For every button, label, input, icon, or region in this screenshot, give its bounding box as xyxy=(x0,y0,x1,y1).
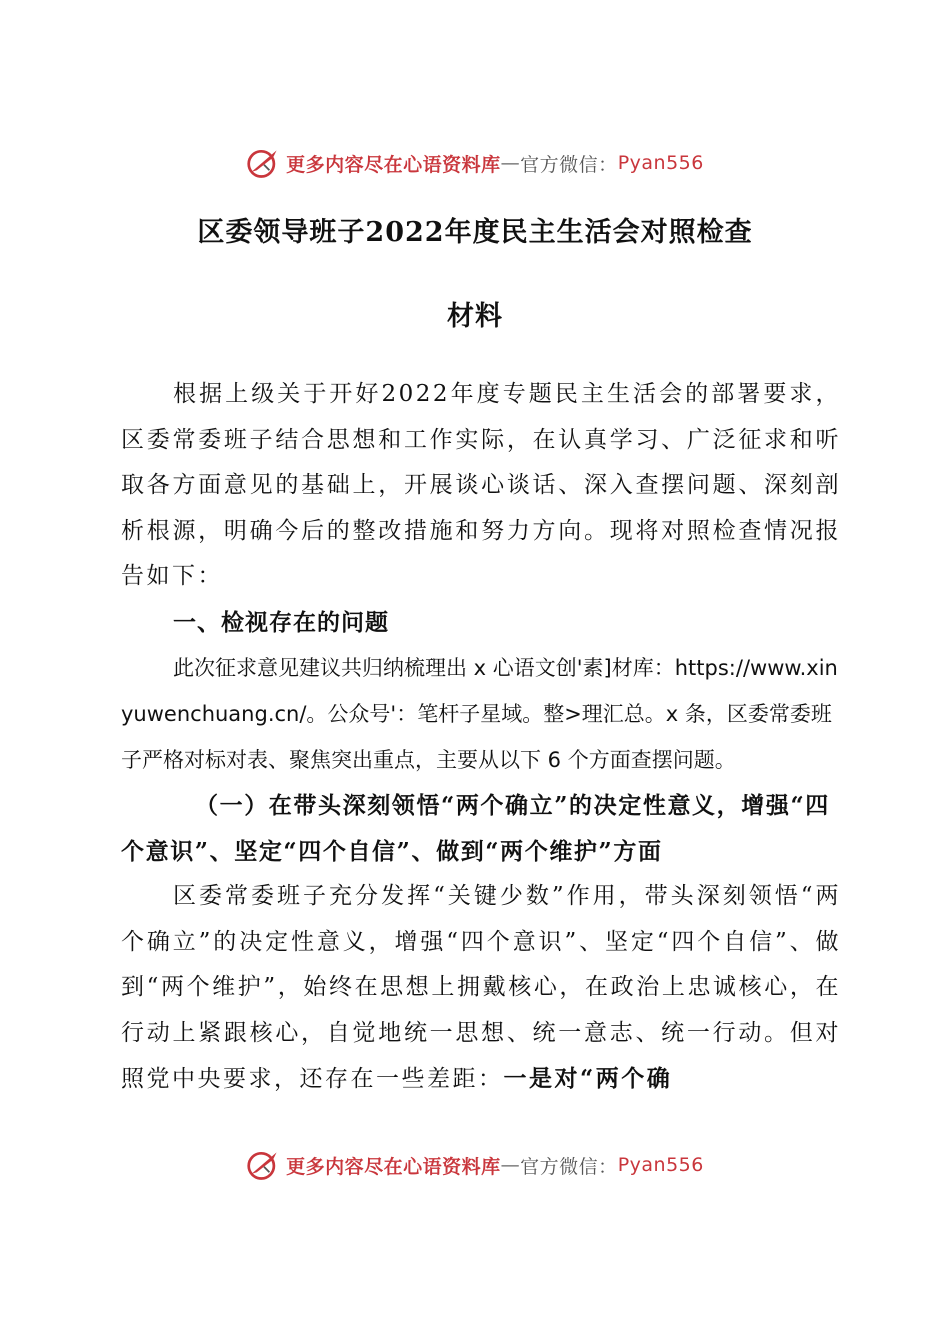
subsection-heading: （一）在带头深刻领悟“两个确立”的决定性意义，增强“四个意识”、坚定“四个自信”、做到“两个维护”方面 xyxy=(121,792,830,865)
banner-separator: — xyxy=(500,1154,521,1176)
quill-seal-icon xyxy=(246,1147,282,1183)
footer-banner xyxy=(0,1147,950,1183)
subsection-paragraph xyxy=(121,874,841,1103)
banner-main-text: 更多内容尽在心语资料库 xyxy=(286,153,501,176)
banner-wechat-id: Pyan556 xyxy=(617,1154,704,1176)
banner-separator: — xyxy=(500,152,521,174)
intro-paragraph: 根据上级关于开好2022年度专题民主生活会的部署要求，区委常委班子结合思想和工作实际，在认真学习、广泛征求和听取各方面意见的基础上，开展谈心谈话、深入查摆问题、深刻剖析根源，明确今后的整改措施和努力方向。现将对照检查情况报告如下： xyxy=(121,381,841,589)
subsection-lead-text: 一是对“两个确 xyxy=(503,1065,673,1092)
banner-wechat-id: Pyan556 xyxy=(617,152,704,174)
header-banner xyxy=(0,145,950,181)
quill-seal-icon xyxy=(246,145,282,181)
banner-wechat-label: 官方微信： xyxy=(520,1155,618,1178)
banner-main-text: 更多内容尽在心语资料库 xyxy=(286,1155,501,1178)
document-title-continued: 材料 xyxy=(447,301,503,332)
subsection-paragraph-text: 区委常委班子充分发挥“关键少数”作用，带头深刻领悟“两个确立”的决定性意义，增强“四个意识”、坚定“四个自信”、做到“两个维护”，始终在思想上拥戴核心，在政治上忠诚核心，在行动上紧跟核心，自觉地统一思想、统一意志、统一行动。但对照党中央要求，还存在一些差距： xyxy=(121,883,841,1092)
section-heading: 一、检视存在的问题 xyxy=(173,608,389,636)
banner-wechat-label: 官方微信： xyxy=(520,153,618,176)
section-paragraph: 此次征求意见建议共归纳梳理出 x 心语文创'素]材库：https://www.xinyuwenchuang.cn/。公众号'：笔杆子星域。整>理汇总。x 条，区委常委班子严格对标对表、聚焦突出重点，主要从以下 6 个方面查摆问题。 xyxy=(121,656,838,772)
document-body xyxy=(121,372,841,1103)
document-title: 区委领导班子2022年度民主生活会对照检查 xyxy=(197,217,753,248)
